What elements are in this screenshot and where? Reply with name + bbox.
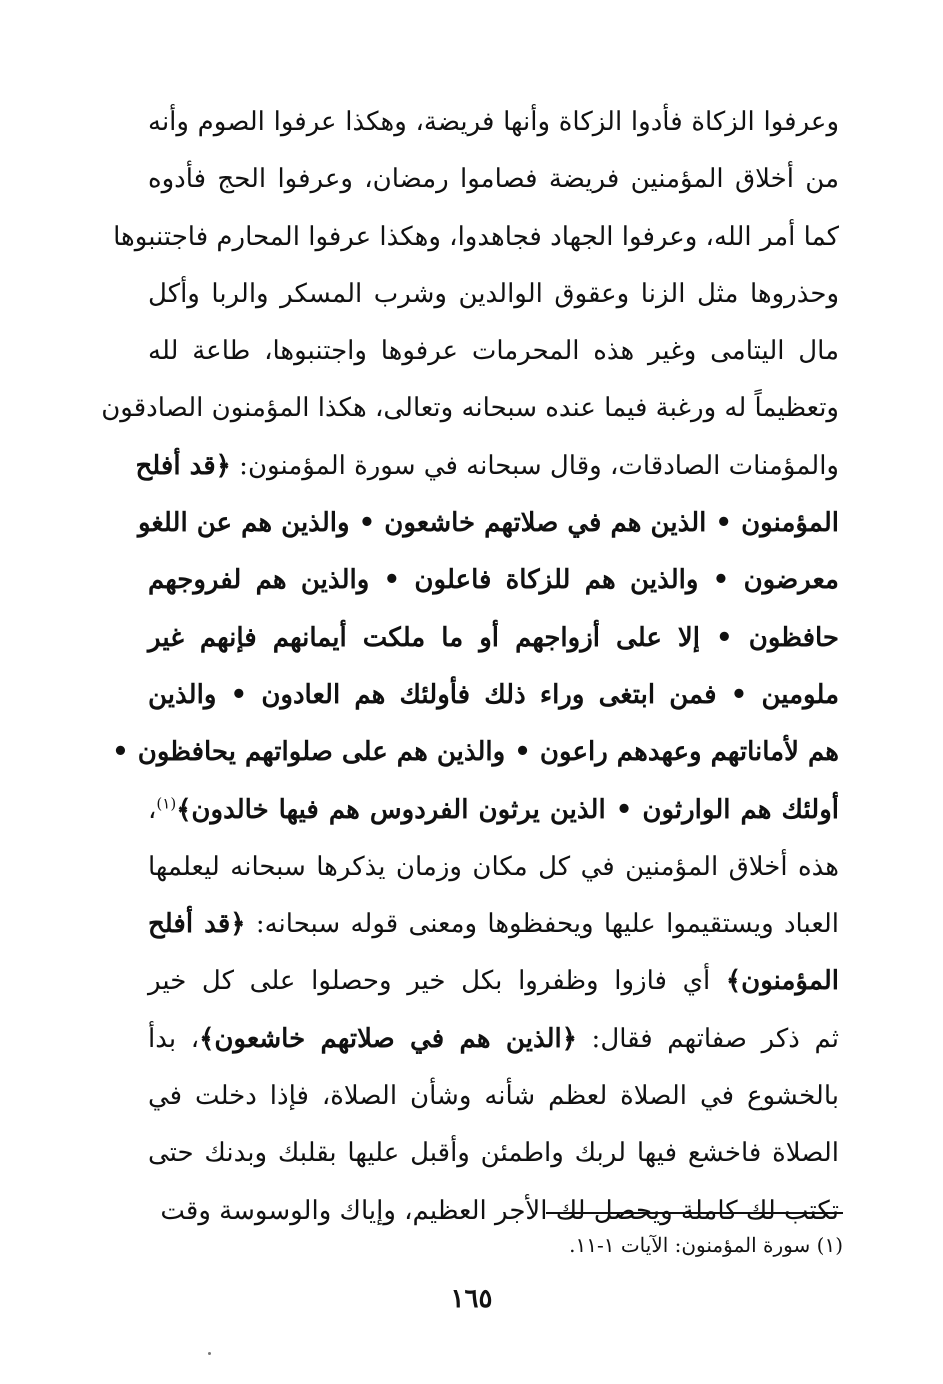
- quran-text: ﴿الذين هم في صلاتهم خاشعون﴾: [199, 1023, 577, 1054]
- quran-text: ملومين • فمن ابتغى وراء ذلك فأولئك هم العادون • والذين: [148, 679, 839, 710]
- text-line: [148, 782, 839, 839]
- text-segment: وتعظيماً له ورغبة فيما عنده سبحانه وتعالى، هكذا المؤمنون الصادقون: [101, 393, 839, 424]
- text-segment: والمؤمنات الصادقات، وقال سبحانه في سورة المؤمنون:: [230, 450, 839, 481]
- text-segment: كما أمر الله، وعرفوا الجهاد فجاهدوا، وهكذا عرفوا المحارم فاجتنبوها: [113, 221, 839, 252]
- text-line: [113, 209, 839, 266]
- text-line: [148, 839, 839, 896]
- text-line: [148, 610, 839, 667]
- quran-text: حافظون • إلا على أزواجهم أو ما ملكت أيمانهم فإنهم غير: [148, 622, 839, 653]
- text-line: [148, 94, 839, 151]
- text-segment: العباد ويستقيموا عليها ويحفظوها ومعنى قوله سبحانه:: [245, 909, 840, 940]
- text-segment: الصلاة فاخشع فيها لربك واطمئن وأقبل عليها بقلبك وبدنك حتى: [148, 1138, 839, 1169]
- text-line: [148, 896, 839, 953]
- text-segment: أي فازوا وظفروا بكل خير وحصلوا على كل خير: [148, 966, 726, 997]
- quran-text: ﴿قد أفلح: [135, 450, 231, 481]
- scan-speck: [208, 1352, 211, 1355]
- footnote: (١) سورة المؤمنون: الآيات ١-١١.: [569, 1233, 843, 1257]
- body-text: [101, 94, 840, 1240]
- text-line: [148, 151, 839, 208]
- text-segment: ثم ذكر صفاتهم فقال:: [576, 1023, 839, 1054]
- text-line: [137, 495, 839, 552]
- text-segment: من أخلاق المؤمنين فريضة فصاموا رمضان، وعرفوا الحج فأدوه: [148, 164, 839, 195]
- text-segment: ،: [148, 794, 157, 825]
- text-line: [148, 552, 839, 609]
- text-line: [148, 323, 839, 380]
- text-segment: هذه أخلاق المؤمنين في كل مكان وزمان يذكرها سبحانه ليعلمها: [148, 851, 839, 882]
- quran-text: المؤمنون﴾: [725, 966, 839, 997]
- text-line: [148, 1125, 839, 1182]
- text-segment: بالخشوع في الصلاة لعظم شأنه وشأن الصلاة، فإذا دخلت في: [148, 1081, 839, 1112]
- text-line: [148, 1011, 839, 1068]
- text-line: [148, 953, 839, 1010]
- quran-text: المؤمنون • الذين هم في صلاتهم خاشعون • والذين هم عن اللغو: [137, 508, 839, 539]
- text-segment: ، بدأ: [148, 1023, 200, 1054]
- text-segment: مال اليتامى وغير هذه المحرمات عرفوها واجتنبوها، طاعة لله: [148, 336, 839, 367]
- text-segment: وحذروها مثل الزنا وعقوق الوالدين وشرب المسكر والربا وأكل: [148, 278, 839, 309]
- footnote-marker: (١): [156, 793, 177, 812]
- quran-text: أولئك هم الوارثون • الذين يرثون الفردوس هم فيها خالدون﴾: [176, 794, 839, 825]
- text-segment: تكتب لك كاملة ويحصل لك الأجر العظيم، وإياك والوسوسة وقت: [160, 1195, 839, 1226]
- text-segment: وعرفوا الزكاة فأدوا الزكاة وأنها فريضة، وهكذا عرفوا الصوم وأنه: [148, 107, 839, 137]
- quran-text: معرضون • والذين هم للزكاة فاعلون • والذين هم لفروجهم: [148, 565, 839, 596]
- text-line: [112, 724, 839, 781]
- text-line: [135, 438, 839, 495]
- text-line: [148, 667, 839, 724]
- page-number: ١٦٥: [450, 1284, 493, 1314]
- quran-text: هم لأماناتهم وعهدهم راعون • والذين هم على صلواتهم يحافظون •: [112, 737, 839, 768]
- footnote-divider: [546, 1212, 843, 1214]
- text-line: [148, 1068, 839, 1125]
- text-line: [148, 266, 839, 323]
- text-line: [101, 380, 839, 437]
- quran-text: ﴿قد أفلح: [148, 909, 246, 940]
